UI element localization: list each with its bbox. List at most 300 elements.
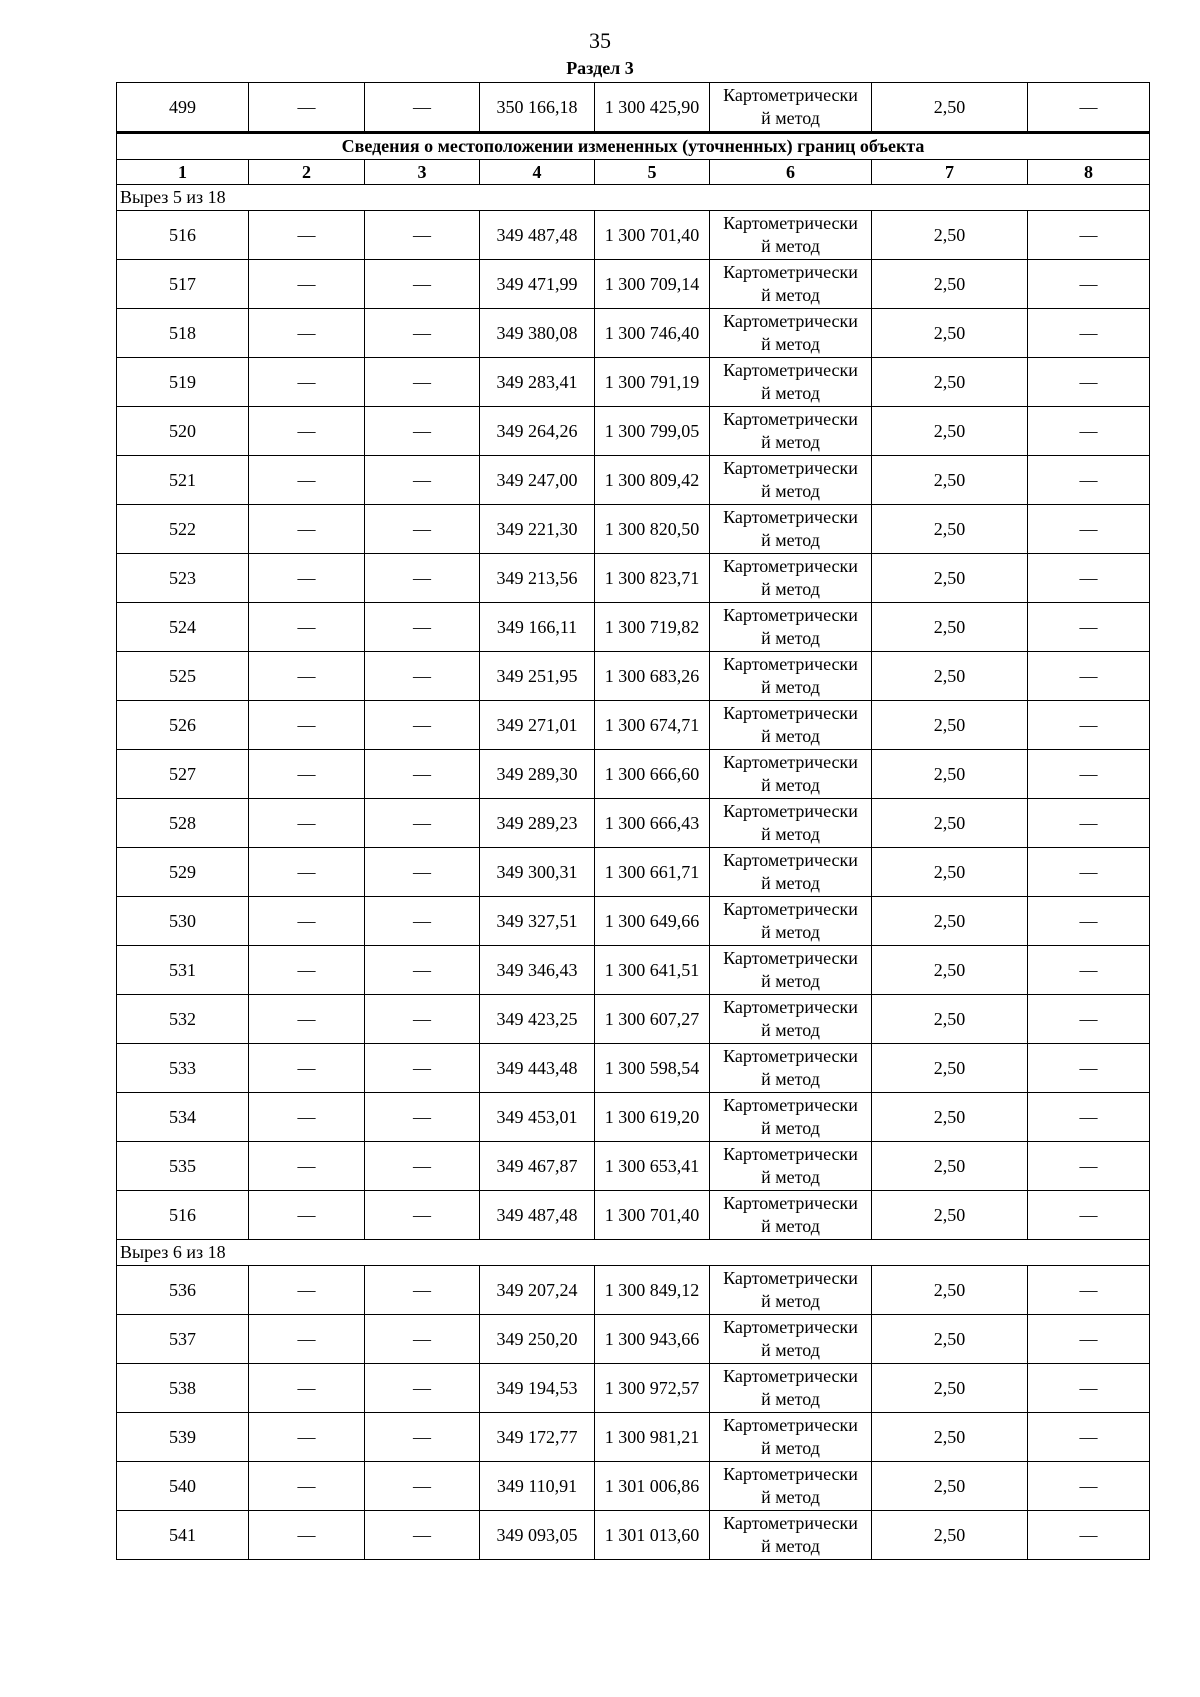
table-row (117, 946, 1150, 995)
accuracy-cell: 2,50 (872, 358, 1028, 407)
column-2-cell: — (249, 652, 365, 701)
coordinates-table (116, 82, 1150, 1560)
column-2-cell: — (249, 995, 365, 1044)
method-line-1: Картометрически (723, 409, 858, 429)
method-line-1: Картометрически (723, 360, 858, 380)
y-coordinate-cell: 1 300 701,40 (595, 1191, 710, 1240)
method-line-1: Картометрически (723, 262, 858, 282)
method-line-2: й метод (761, 334, 820, 354)
method-line-1: Картометрически (723, 899, 858, 919)
point-number-cell: 537 (117, 1315, 249, 1364)
accuracy-cell: 2,50 (872, 554, 1028, 603)
y-coordinate-cell: 1 300 719,82 (595, 603, 710, 652)
column-2-cell: — (249, 456, 365, 505)
method-line-1: Картометрически (723, 507, 858, 527)
column-2-cell: — (249, 1044, 365, 1093)
column-3-cell: — (365, 554, 480, 603)
point-number-cell: 527 (117, 750, 249, 799)
column-8-cell: — (1028, 652, 1150, 701)
method-line-2: й метод (761, 530, 820, 550)
x-coordinate-cell: 350 166,18 (480, 83, 595, 133)
x-coordinate-cell: 349 194,53 (480, 1364, 595, 1413)
column-8-cell: — (1028, 83, 1150, 133)
method-line-2: й метод (761, 1020, 820, 1040)
method-cell (710, 309, 872, 358)
table-row (117, 848, 1150, 897)
method-cell (710, 1413, 872, 1462)
point-number-cell: 519 (117, 358, 249, 407)
point-number-cell: 516 (117, 1191, 249, 1240)
method-cell (710, 946, 872, 995)
accuracy-cell: 2,50 (872, 1044, 1028, 1093)
column-8-cell: — (1028, 260, 1150, 309)
x-coordinate-cell: 349 221,30 (480, 505, 595, 554)
column-number: 6 (710, 160, 872, 185)
table-row (117, 799, 1150, 848)
point-number-cell: 541 (117, 1511, 249, 1560)
method-cell (710, 1044, 872, 1093)
method-line-2: й метод (761, 236, 820, 256)
column-8-cell: — (1028, 211, 1150, 260)
table-caption-row (117, 133, 1150, 160)
x-coordinate-cell: 349 289,23 (480, 799, 595, 848)
cutout-header-row (117, 185, 1150, 211)
y-coordinate-cell: 1 300 619,20 (595, 1093, 710, 1142)
accuracy-cell: 2,50 (872, 211, 1028, 260)
table-caption: Сведения о местоположении измененных (уточненных) границ объекта (117, 133, 1150, 160)
method-cell (710, 799, 872, 848)
column-3-cell: — (365, 83, 480, 133)
column-3-cell: — (365, 505, 480, 554)
accuracy-cell: 2,50 (872, 1413, 1028, 1462)
method-line-2: й метод (761, 1536, 820, 1556)
y-coordinate-cell: 1 300 943,66 (595, 1315, 710, 1364)
method-line-1: Картометрически (723, 213, 858, 233)
point-number-cell: 538 (117, 1364, 249, 1413)
column-2-cell: — (249, 505, 365, 554)
table-body (117, 83, 1150, 1560)
column-3-cell: — (365, 848, 480, 897)
x-coordinate-cell: 349 250,20 (480, 1315, 595, 1364)
accuracy-cell: 2,50 (872, 505, 1028, 554)
point-number-cell: 535 (117, 1142, 249, 1191)
column-3-cell: — (365, 1142, 480, 1191)
method-line-2: й метод (761, 481, 820, 501)
y-coordinate-cell: 1 300 666,60 (595, 750, 710, 799)
method-line-2: й метод (761, 1438, 820, 1458)
column-3-cell: — (365, 309, 480, 358)
column-3-cell: — (365, 456, 480, 505)
y-coordinate-cell: 1 300 661,71 (595, 848, 710, 897)
method-cell (710, 554, 872, 603)
column-8-cell: — (1028, 358, 1150, 407)
method-cell (710, 456, 872, 505)
x-coordinate-cell: 349 207,24 (480, 1266, 595, 1315)
point-number-cell: 530 (117, 897, 249, 946)
column-2-cell: — (249, 848, 365, 897)
column-8-cell: — (1028, 1315, 1150, 1364)
method-line-2: й метод (761, 775, 820, 795)
column-3-cell: — (365, 1044, 480, 1093)
column-2-cell: — (249, 83, 365, 133)
point-number-cell: 499 (117, 83, 249, 133)
accuracy-cell: 2,50 (872, 995, 1028, 1044)
y-coordinate-cell: 1 300 791,19 (595, 358, 710, 407)
method-line-2: й метод (761, 108, 820, 128)
method-line-2: й метод (761, 1216, 820, 1236)
method-cell (710, 750, 872, 799)
column-3-cell: — (365, 1191, 480, 1240)
method-line-1: Картометрически (723, 997, 858, 1017)
x-coordinate-cell: 349 327,51 (480, 897, 595, 946)
column-8-cell: — (1028, 1266, 1150, 1315)
table-row (117, 407, 1150, 456)
x-coordinate-cell: 349 300,31 (480, 848, 595, 897)
accuracy-cell: 2,50 (872, 848, 1028, 897)
method-line-1: Картометрически (723, 801, 858, 821)
y-coordinate-cell: 1 300 972,57 (595, 1364, 710, 1413)
column-3-cell: — (365, 1511, 480, 1560)
y-coordinate-cell: 1 300 981,21 (595, 1413, 710, 1462)
method-line-2: й метод (761, 677, 820, 697)
column-3-cell: — (365, 946, 480, 995)
column-8-cell: — (1028, 995, 1150, 1044)
column-2-cell: — (249, 1266, 365, 1315)
method-line-2: й метод (761, 432, 820, 452)
method-line-2: й метод (761, 726, 820, 746)
y-coordinate-cell: 1 300 653,41 (595, 1142, 710, 1191)
column-8-cell: — (1028, 554, 1150, 603)
accuracy-cell: 2,50 (872, 1462, 1028, 1511)
column-3-cell: — (365, 1462, 480, 1511)
table-row (117, 1266, 1150, 1315)
table-row (117, 1044, 1150, 1093)
method-line-1: Картометрически (723, 1144, 858, 1164)
table-row (117, 554, 1150, 603)
accuracy-cell: 2,50 (872, 1191, 1028, 1240)
point-number-cell: 524 (117, 603, 249, 652)
method-cell (710, 848, 872, 897)
accuracy-cell: 2,50 (872, 407, 1028, 456)
accuracy-cell: 2,50 (872, 603, 1028, 652)
method-line-1: Картометрически (723, 1464, 858, 1484)
x-coordinate-cell: 349 380,08 (480, 309, 595, 358)
method-line-2: й метод (761, 285, 820, 305)
table-row (117, 309, 1150, 358)
column-8-cell: — (1028, 750, 1150, 799)
column-numbers-row (117, 160, 1150, 185)
accuracy-cell: 2,50 (872, 652, 1028, 701)
column-number: 2 (249, 160, 365, 185)
point-number-cell: 533 (117, 1044, 249, 1093)
method-line-2: й метод (761, 628, 820, 648)
method-line-2: й метод (761, 1167, 820, 1187)
column-3-cell: — (365, 652, 480, 701)
table-row (117, 83, 1150, 133)
y-coordinate-cell: 1 300 674,71 (595, 701, 710, 750)
column-2-cell: — (249, 1315, 365, 1364)
accuracy-cell: 2,50 (872, 309, 1028, 358)
table-row (117, 1364, 1150, 1413)
method-line-2: й метод (761, 579, 820, 599)
column-2-cell: — (249, 260, 365, 309)
column-3-cell: — (365, 1413, 480, 1462)
point-number-cell: 521 (117, 456, 249, 505)
point-number-cell: 532 (117, 995, 249, 1044)
accuracy-cell: 2,50 (872, 1093, 1028, 1142)
point-number-cell: 516 (117, 211, 249, 260)
method-line-2: й метод (761, 922, 820, 942)
y-coordinate-cell: 1 301 013,60 (595, 1511, 710, 1560)
column-2-cell: — (249, 799, 365, 848)
column-8-cell: — (1028, 897, 1150, 946)
x-coordinate-cell: 349 264,26 (480, 407, 595, 456)
accuracy-cell: 2,50 (872, 83, 1028, 133)
method-line-1: Картометрически (723, 1193, 858, 1213)
method-cell (710, 211, 872, 260)
accuracy-cell: 2,50 (872, 897, 1028, 946)
column-8-cell: — (1028, 1413, 1150, 1462)
page-number: 35 (589, 28, 611, 53)
method-line-2: й метод (761, 1487, 820, 1507)
column-8-cell: — (1028, 1044, 1150, 1093)
method-line-2: й метод (761, 383, 820, 403)
y-coordinate-cell: 1 300 709,14 (595, 260, 710, 309)
method-cell (710, 1315, 872, 1364)
column-2-cell: — (249, 1191, 365, 1240)
method-cell (710, 897, 872, 946)
method-line-1: Картометрически (723, 556, 858, 576)
column-number: 8 (1028, 160, 1150, 185)
accuracy-cell: 2,50 (872, 799, 1028, 848)
column-2-cell: — (249, 897, 365, 946)
column-8-cell: — (1028, 701, 1150, 750)
x-coordinate-cell: 349 093,05 (480, 1511, 595, 1560)
column-3-cell: — (365, 211, 480, 260)
point-number-cell: 536 (117, 1266, 249, 1315)
x-coordinate-cell: 349 271,01 (480, 701, 595, 750)
column-2-cell: — (249, 946, 365, 995)
method-line-1: Картометрически (723, 1268, 858, 1288)
method-line-1: Картометрически (723, 1046, 858, 1066)
column-8-cell: — (1028, 456, 1150, 505)
column-8-cell: — (1028, 1364, 1150, 1413)
accuracy-cell: 2,50 (872, 946, 1028, 995)
cutout-label: Вырез 6 из 18 (117, 1240, 1150, 1266)
accuracy-cell: 2,50 (872, 1142, 1028, 1191)
x-coordinate-cell: 349 487,48 (480, 211, 595, 260)
method-line-2: й метод (761, 1069, 820, 1089)
point-number-cell: 534 (117, 1093, 249, 1142)
method-line-1: Картометрически (723, 311, 858, 331)
column-2-cell: — (249, 1462, 365, 1511)
table-row (117, 652, 1150, 701)
y-coordinate-cell: 1 300 820,50 (595, 505, 710, 554)
method-cell (710, 995, 872, 1044)
y-coordinate-cell: 1 300 666,43 (595, 799, 710, 848)
table-row (117, 750, 1150, 799)
method-line-1: Картометрически (723, 605, 858, 625)
accuracy-cell: 2,50 (872, 701, 1028, 750)
column-8-cell: — (1028, 946, 1150, 995)
column-3-cell: — (365, 1364, 480, 1413)
method-line-2: й метод (761, 824, 820, 844)
column-2-cell: — (249, 701, 365, 750)
x-coordinate-cell: 349 471,99 (480, 260, 595, 309)
table-row (117, 1315, 1150, 1364)
x-coordinate-cell: 349 443,48 (480, 1044, 595, 1093)
point-number-cell: 520 (117, 407, 249, 456)
point-number-cell: 531 (117, 946, 249, 995)
accuracy-cell: 2,50 (872, 1266, 1028, 1315)
y-coordinate-cell: 1 300 641,51 (595, 946, 710, 995)
method-cell (710, 1142, 872, 1191)
method-line-1: Картометрически (723, 1415, 858, 1435)
x-coordinate-cell: 349 110,91 (480, 1462, 595, 1511)
x-coordinate-cell: 349 453,01 (480, 1093, 595, 1142)
accuracy-cell: 2,50 (872, 750, 1028, 799)
method-cell (710, 1093, 872, 1142)
column-2-cell: — (249, 1364, 365, 1413)
column-3-cell: — (365, 799, 480, 848)
method-line-1: Картометрически (723, 752, 858, 772)
method-line-1: Картометрически (723, 703, 858, 723)
accuracy-cell: 2,50 (872, 456, 1028, 505)
column-2-cell: — (249, 603, 365, 652)
x-coordinate-cell: 349 247,00 (480, 456, 595, 505)
x-coordinate-cell: 349 346,43 (480, 946, 595, 995)
method-cell (710, 505, 872, 554)
cutout-header-row (117, 1240, 1150, 1266)
x-coordinate-cell: 349 289,30 (480, 750, 595, 799)
column-2-cell: — (249, 1142, 365, 1191)
method-cell (710, 701, 872, 750)
column-8-cell: — (1028, 505, 1150, 554)
column-8-cell: — (1028, 1093, 1150, 1142)
point-number-cell: 523 (117, 554, 249, 603)
column-3-cell: — (365, 358, 480, 407)
y-coordinate-cell: 1 300 607,27 (595, 995, 710, 1044)
table-row (117, 603, 1150, 652)
method-line-2: й метод (761, 1291, 820, 1311)
method-cell (710, 603, 872, 652)
method-cell (710, 1191, 872, 1240)
x-coordinate-cell: 349 172,77 (480, 1413, 595, 1462)
table-row (117, 1462, 1150, 1511)
method-line-2: й метод (761, 873, 820, 893)
x-coordinate-cell: 349 166,11 (480, 603, 595, 652)
method-line-1: Картометрически (723, 850, 858, 870)
column-number: 3 (365, 160, 480, 185)
point-number-cell: 518 (117, 309, 249, 358)
table-row (117, 1142, 1150, 1191)
method-line-1: Картометрически (723, 458, 858, 478)
column-8-cell: — (1028, 603, 1150, 652)
column-number: 7 (872, 160, 1028, 185)
method-line-2: й метод (761, 971, 820, 991)
column-2-cell: — (249, 1511, 365, 1560)
method-line-2: й метод (761, 1118, 820, 1138)
table-row (117, 505, 1150, 554)
x-coordinate-cell: 349 467,87 (480, 1142, 595, 1191)
x-coordinate-cell: 349 251,95 (480, 652, 595, 701)
table-row (117, 358, 1150, 407)
y-coordinate-cell: 1 300 425,90 (595, 83, 710, 133)
method-cell (710, 83, 872, 133)
y-coordinate-cell: 1 300 746,40 (595, 309, 710, 358)
point-number-cell: 539 (117, 1413, 249, 1462)
column-3-cell: — (365, 1093, 480, 1142)
y-coordinate-cell: 1 300 683,26 (595, 652, 710, 701)
column-2-cell: — (249, 407, 365, 456)
accuracy-cell: 2,50 (872, 1315, 1028, 1364)
method-cell (710, 1364, 872, 1413)
column-3-cell: — (365, 750, 480, 799)
point-number-cell: 517 (117, 260, 249, 309)
x-coordinate-cell: 349 213,56 (480, 554, 595, 603)
y-coordinate-cell: 1 300 849,12 (595, 1266, 710, 1315)
method-cell (710, 1266, 872, 1315)
cutout-label: Вырез 5 из 18 (117, 185, 1150, 211)
column-number: 5 (595, 160, 710, 185)
method-line-1: Картометрически (723, 85, 858, 105)
column-2-cell: — (249, 1093, 365, 1142)
column-number: 1 (117, 160, 249, 185)
column-3-cell: — (365, 1266, 480, 1315)
table-row (117, 1191, 1150, 1240)
table-row (117, 1511, 1150, 1560)
column-2-cell: — (249, 358, 365, 407)
column-2-cell: — (249, 750, 365, 799)
method-cell (710, 260, 872, 309)
column-8-cell: — (1028, 1462, 1150, 1511)
column-3-cell: — (365, 603, 480, 652)
point-number-cell: 529 (117, 848, 249, 897)
method-line-1: Картометрически (723, 1513, 858, 1533)
column-8-cell: — (1028, 1511, 1150, 1560)
accuracy-cell: 2,50 (872, 260, 1028, 309)
point-number-cell: 526 (117, 701, 249, 750)
column-8-cell: — (1028, 407, 1150, 456)
column-2-cell: — (249, 1413, 365, 1462)
method-cell (710, 1462, 872, 1511)
column-8-cell: — (1028, 1191, 1150, 1240)
table-row (117, 897, 1150, 946)
method-line-2: й метод (761, 1340, 820, 1360)
table-row (117, 1413, 1150, 1462)
point-number-cell: 525 (117, 652, 249, 701)
column-3-cell: — (365, 407, 480, 456)
method-cell (710, 358, 872, 407)
method-cell (710, 407, 872, 456)
table-row (117, 995, 1150, 1044)
x-coordinate-cell: 349 487,48 (480, 1191, 595, 1240)
y-coordinate-cell: 1 300 809,42 (595, 456, 710, 505)
point-number-cell: 528 (117, 799, 249, 848)
point-number-cell: 522 (117, 505, 249, 554)
method-line-1: Картометрически (723, 948, 858, 968)
column-3-cell: — (365, 1315, 480, 1364)
column-8-cell: — (1028, 1142, 1150, 1191)
table-row (117, 211, 1150, 260)
method-line-1: Картометрически (723, 654, 858, 674)
section-title: Раздел 3 (566, 58, 634, 78)
column-8-cell: — (1028, 848, 1150, 897)
table-row (117, 1093, 1150, 1142)
y-coordinate-cell: 1 300 701,40 (595, 211, 710, 260)
method-line-1: Картометрически (723, 1366, 858, 1386)
column-2-cell: — (249, 309, 365, 358)
